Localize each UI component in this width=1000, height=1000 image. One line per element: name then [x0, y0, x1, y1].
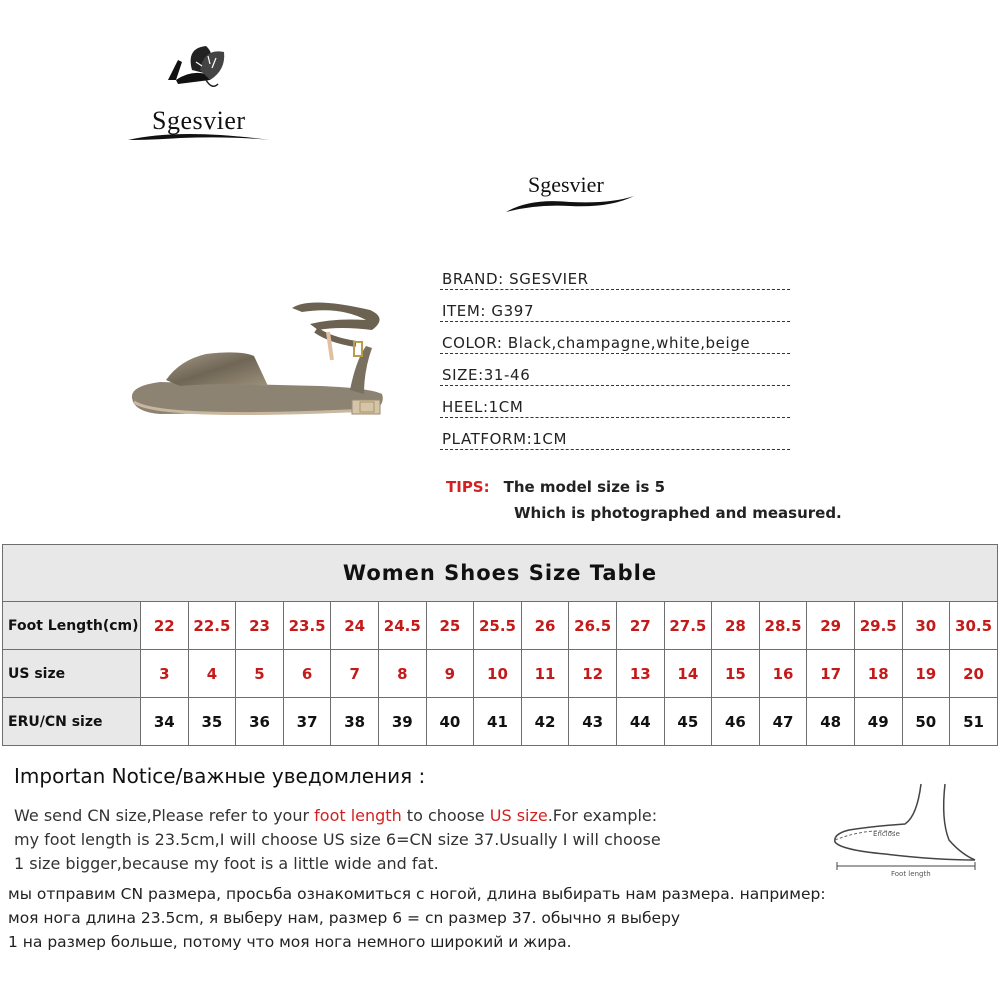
foot-length-label: Foot length — [891, 870, 931, 878]
spec-item: ITEM: G397 — [440, 300, 790, 332]
table-cell: 36 — [236, 698, 284, 746]
spec-heel: HEEL:1CM — [440, 396, 790, 428]
spec-color: COLOR: Black,champagne,white,beige — [440, 332, 790, 364]
table-cell: 9 — [426, 650, 474, 698]
table-cell: 25.5 — [474, 602, 522, 650]
spec-size: SIZE:31-46 — [440, 364, 790, 396]
table-cell: 11 — [521, 650, 569, 698]
table-cell: 40 — [426, 698, 474, 746]
table-cell: 18 — [854, 650, 902, 698]
tips-line1: The model size is 5 — [503, 478, 666, 496]
spec-brand: BRAND: SGESVIER — [440, 268, 790, 300]
table-cell: 51 — [950, 698, 998, 746]
enclose-label: Enclose — [873, 830, 900, 838]
notice-en-line1: We send CN size,Please refer to your foot length to choose US size.For example: — [14, 806, 658, 825]
row-label: Foot Length(cm) — [3, 602, 141, 650]
table-cell: 6 — [283, 650, 331, 698]
size-table-title: Women Shoes Size Table — [3, 545, 998, 602]
table-cell: 27.5 — [664, 602, 712, 650]
table-cell: 15 — [712, 650, 760, 698]
table-cell: 7 — [331, 650, 379, 698]
table-cell: 45 — [664, 698, 712, 746]
row-label: ERU/CN size — [3, 698, 141, 746]
butterfly-heel-icon — [120, 40, 290, 160]
notice-english — [14, 804, 661, 876]
table-cell: 20 — [950, 650, 998, 698]
table-cell: 35 — [188, 698, 236, 746]
tips-label: TIPS: — [446, 478, 490, 496]
brand-logo-text: Sgesvier — [152, 106, 246, 135]
table-cell: 14 — [664, 650, 712, 698]
table-cell: 30.5 — [950, 602, 998, 650]
table-cell: 47 — [759, 698, 807, 746]
table-cell: 23 — [236, 602, 284, 650]
size-table — [2, 544, 998, 746]
table-cell: 42 — [521, 698, 569, 746]
table-cell: 26.5 — [569, 602, 617, 650]
table-cell: 24 — [331, 602, 379, 650]
foot-measure-diagram — [825, 780, 990, 880]
product-specs — [440, 268, 790, 460]
table-cell: 48 — [807, 698, 855, 746]
spec-platform: PLATFORM:1CM — [440, 428, 790, 460]
table-cell: 12 — [569, 650, 617, 698]
table-cell: 16 — [759, 650, 807, 698]
brand-logo-text-secondary: Sgesvier — [528, 172, 604, 197]
table-cell: 30 — [902, 602, 950, 650]
notice-title: Importan Notice/важные уведомления : — [14, 764, 426, 788]
table-cell: 3 — [141, 650, 189, 698]
table-cell: 5 — [236, 650, 284, 698]
notice-en-line3: 1 size bigger,because my foot is a little wide and fat. — [14, 854, 439, 873]
notice-en-line2: my foot length is 23.5cm,I will choose US size 6=CN size 37.Usually I will choose — [14, 830, 661, 849]
brand-logo-secondary — [500, 168, 640, 218]
table-cell: 29 — [807, 602, 855, 650]
table-cell: 8 — [378, 650, 426, 698]
table-cell: 13 — [616, 650, 664, 698]
table-cell: 41 — [474, 698, 522, 746]
table-row-eu-cn-size — [3, 698, 998, 746]
table-cell: 28 — [712, 602, 760, 650]
tips — [446, 478, 665, 496]
foot-icon — [825, 780, 990, 880]
table-cell: 38 — [331, 698, 379, 746]
table-cell: 39 — [378, 698, 426, 746]
notice-russian — [8, 882, 826, 954]
notice-ru-line1: мы отправим CN размера, просьба ознакомиться с ногой, длина выбирать нам размера. например: — [8, 885, 826, 903]
table-cell: 49 — [854, 698, 902, 746]
table-cell: 26 — [521, 602, 569, 650]
table-cell: 22.5 — [188, 602, 236, 650]
table-cell: 24.5 — [378, 602, 426, 650]
table-cell: 29.5 — [854, 602, 902, 650]
table-cell: 27 — [616, 602, 664, 650]
table-cell: 46 — [712, 698, 760, 746]
table-row-us-size — [3, 650, 998, 698]
table-cell: 19 — [902, 650, 950, 698]
row-label: US size — [3, 650, 141, 698]
table-cell: 43 — [569, 698, 617, 746]
table-cell: 17 — [807, 650, 855, 698]
table-row-foot-length — [3, 602, 998, 650]
table-cell: 50 — [902, 698, 950, 746]
table-cell: 28.5 — [759, 602, 807, 650]
brand-logo — [120, 40, 290, 160]
table-cell: 34 — [141, 698, 189, 746]
table-cell: 10 — [474, 650, 522, 698]
notice-ru-line2: моя нога длина 23.5cm, я выберу нам, размер 6 = cn размер 37. обычно я выберу — [8, 909, 681, 927]
table-cell: 37 — [283, 698, 331, 746]
table-cell: 22 — [141, 602, 189, 650]
table-cell: 44 — [616, 698, 664, 746]
sandal-image — [120, 290, 420, 440]
table-cell: 25 — [426, 602, 474, 650]
table-cell: 23.5 — [283, 602, 331, 650]
notice-ru-line3: 1 на размер больше, потому что моя нога немного широкий и жира. — [8, 933, 572, 951]
table-cell: 4 — [188, 650, 236, 698]
tips-line2: Which is photographed and measured. — [514, 504, 842, 522]
